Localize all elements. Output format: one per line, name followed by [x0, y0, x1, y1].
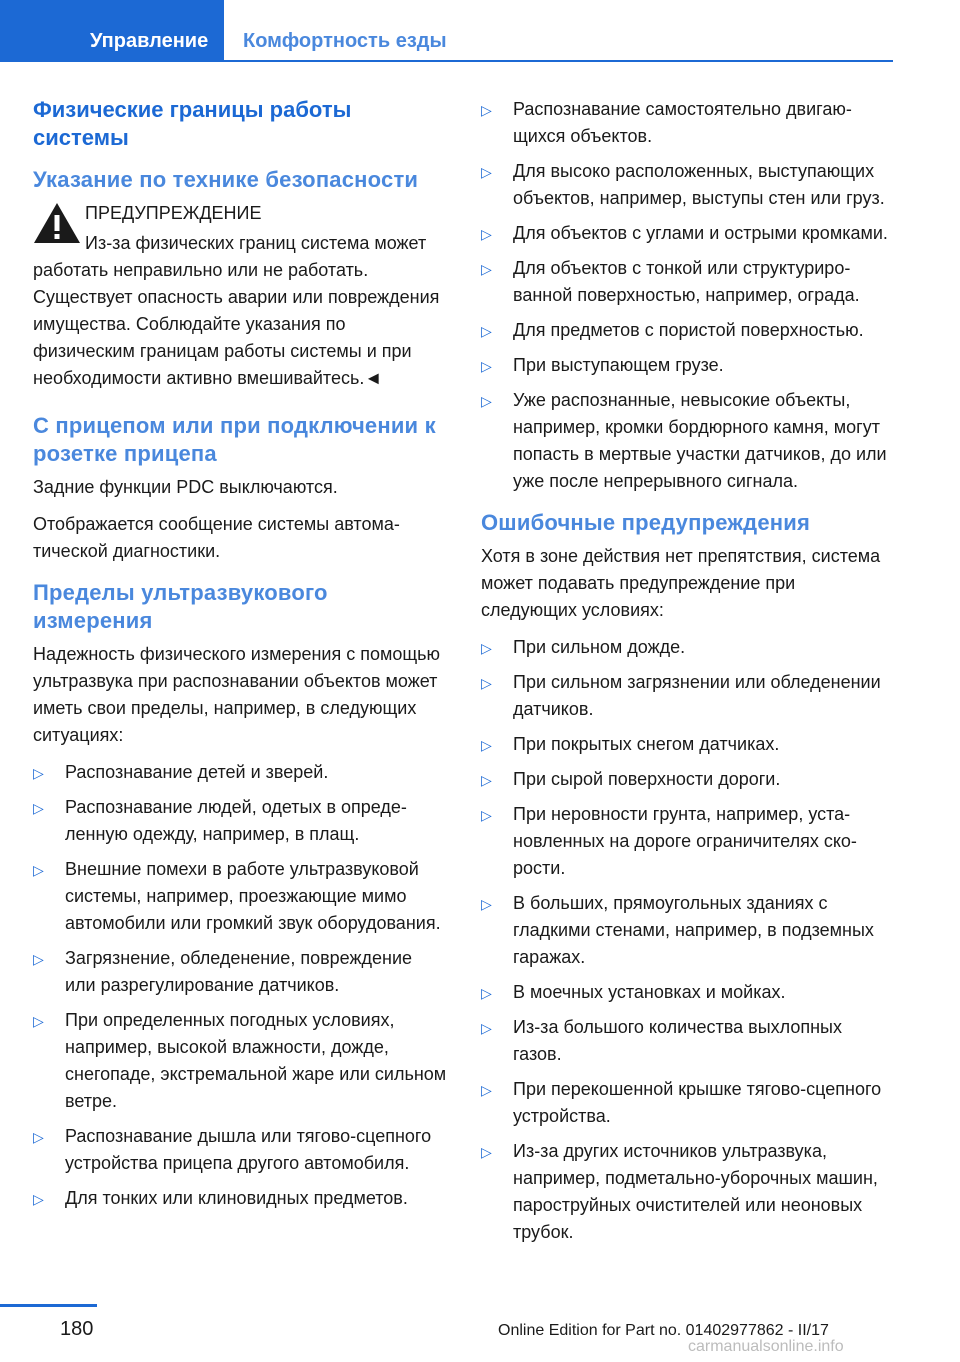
list-item: ▷ Распознавание детей и зверей.	[33, 759, 447, 786]
page-number: 180	[60, 1318, 94, 1340]
false-warnings-heading: Ошибочные предупреждения	[481, 510, 810, 535]
trailer-paragraph: Задние функции PDC выключаются.	[33, 477, 338, 497]
triangle-right-icon: ▷	[33, 862, 44, 878]
trailer-section	[33, 412, 447, 565]
triangle-right-icon: ▷	[33, 951, 44, 967]
trailer-heading: С прицепом или при подключении к розетке прицепа	[33, 413, 436, 466]
trailer-paragraph: Отображается сообщение системы автоматической диагностики.	[33, 514, 400, 561]
triangle-right-icon: ▷	[481, 164, 492, 180]
page-header	[0, 0, 960, 64]
list-item: ▷ Для объектов с тонкой или структурированной поверхностью, например, ограда.	[481, 258, 860, 305]
list-item: ▷ Из-за большого количества выхлопных газов.	[481, 1017, 842, 1064]
ultrasonic-intro: Надежность физического измерения с помощью ультразвука при распознавании объектов может иметь свои пределы, например, в следующих ситуациях:	[33, 644, 441, 745]
list-item: ▷ Для объектов с углами и острыми кромками.	[481, 220, 895, 247]
triangle-right-icon: ▷	[481, 737, 492, 753]
section-title: Физические границы работы системы	[33, 97, 352, 150]
footer-divider	[0, 1304, 97, 1307]
warning-triangle-icon	[33, 202, 81, 244]
triangle-right-icon: ▷	[481, 1082, 492, 1098]
list-item: ▷ Загрязнение, обледенение, повреждение или разрегулирование датчиков.	[33, 948, 413, 995]
list-item: ▷ При сильном дожде.	[481, 634, 895, 661]
false-warnings-list	[481, 634, 895, 1246]
triangle-right-icon: ▷	[481, 640, 492, 656]
list-item: ▷ Внешние помехи в работе ультразвуковой системы, например, проезжающие мимо автомобили или громкий звук оборудования.	[33, 859, 441, 933]
triangle-right-icon: ▷	[33, 1129, 44, 1145]
list-item: ▷ Для предметов с пористой поверхностью.	[481, 317, 895, 344]
list-item: ▷ При определенных погодных условиях, например, высокой влажности, дожде, снегопаде, экстремальной жаре или сильном ветре.	[33, 1010, 447, 1111]
edition-info: Online Edition for Part no. 01402977862 - II/17	[498, 1322, 829, 1339]
triangle-right-icon: ▷	[481, 393, 492, 409]
triangle-right-icon: ▷	[481, 1144, 492, 1160]
list-item: ▷ В моечных установках и мойках.	[481, 979, 895, 1006]
list-item: ▷ При сырой поверхности дороги.	[481, 766, 895, 793]
warning-title: ПРЕДУПРЕЖДЕНИЕ	[85, 203, 262, 223]
triangle-right-icon: ▷	[481, 358, 492, 374]
false-warnings-section	[481, 509, 895, 1246]
tab-controls[interactable]: Управление	[0, 0, 224, 60]
false-warnings-intro: Хотя в зоне действия нет препятствия, система может подавать предупреждение при следующих условиях:	[481, 546, 881, 620]
list-item: ▷ В больших, прямоугольных зданиях с гладкими стенами, например, в подземных гаражах.	[481, 893, 874, 967]
list-item: ▷ Для тонких или клиновидных предметов.	[33, 1185, 447, 1212]
triangle-right-icon: ▷	[481, 102, 492, 118]
triangle-right-icon: ▷	[481, 261, 492, 277]
list-item: ▷ Распознавание дышла или тягово-сцепного устройства прицепа другого автомобиля.	[33, 1126, 432, 1173]
header-divider	[0, 60, 893, 62]
list-item: ▷ Распознавание самостоятельно двигающихся объектов.	[481, 99, 852, 146]
triangle-right-icon: ▷	[481, 1020, 492, 1036]
triangle-right-icon: ▷	[33, 765, 44, 781]
triangle-right-icon: ▷	[33, 800, 44, 816]
list-item: ▷ При покрытых снегом датчиках.	[481, 731, 895, 758]
triangle-right-icon: ▷	[481, 896, 492, 912]
watermark: carmanualsonline.info	[688, 1338, 844, 1355]
list-item: ▷ При неровности грунта, например, установленных на дороге ограничителях скорости.	[481, 804, 857, 878]
triangle-right-icon: ▷	[481, 675, 492, 691]
list-item: ▷ Для высоко расположенных, выступающих объектов, например, выступы стен или груз.	[481, 161, 885, 208]
right-column	[481, 96, 895, 1260]
list-item: ▷ Из-за других источников ультразвука, например, подметально-уборочных машин, пароструйных очистителей или неоновых трубок.	[481, 1141, 878, 1242]
triangle-right-icon: ▷	[481, 985, 492, 1001]
ultrasonic-section	[33, 579, 447, 1212]
triangle-right-icon: ▷	[33, 1191, 44, 1207]
list-item: ▷ Распознавание людей, одетых в определенную одежду, например, в плащ.	[33, 797, 407, 844]
left-column	[33, 96, 447, 1226]
triangle-right-icon: ▷	[33, 1013, 44, 1029]
warning-box	[33, 200, 447, 392]
list-item: ▷ При сильном загрязнении или обледенении датчиков.	[481, 672, 881, 719]
ultrasonic-list	[33, 759, 447, 1212]
tab-driving-comfort[interactable]: Комфортность езды	[243, 30, 447, 52]
triangle-right-icon: ▷	[481, 807, 492, 823]
safety-heading: Указание по технике безопасности	[33, 167, 419, 192]
warning-text: Из-за физических границ система может работать неправильно или не работать. Существует опасность аварии или повреждения имущества. Соблюдайте указания по физическим границам работы системы и при необходимости активно вмешивайтесь.◄	[33, 233, 440, 388]
triangle-right-icon: ▷	[481, 226, 492, 242]
list-item: ▷ При перекошенной крышке тягово-сцепного устройства.	[481, 1079, 882, 1126]
list-item: ▷ При выступающем грузе.	[481, 352, 895, 379]
triangle-right-icon: ▷	[481, 772, 492, 788]
triangle-right-icon: ▷	[481, 323, 492, 339]
ultrasonic-heading: Пределы ультразвукового измерения	[33, 580, 328, 633]
ultrasonic-list-continued	[481, 96, 895, 495]
list-item: ▷ Уже распознанные, невысокие объекты, например, кромки бордюрного камня, могут попасть в мертвые участки датчиков, до или уже после непрерывного сигнала.	[481, 390, 887, 491]
